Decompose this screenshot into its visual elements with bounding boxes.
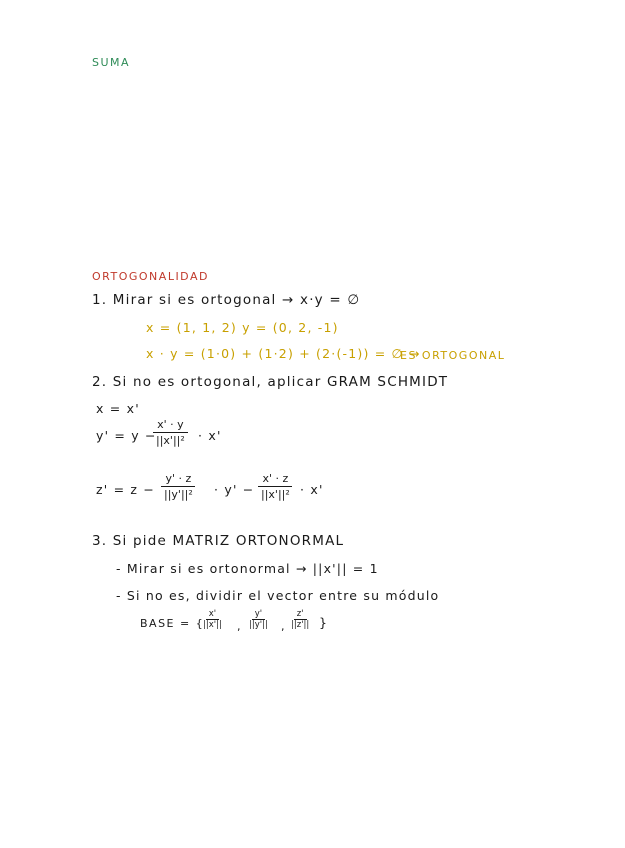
step3-bullet-2: - Si no es, dividir el vector entre su módulo [116, 588, 440, 603]
gram-y-lhs: y' = y − [96, 428, 157, 443]
gram-y-numerator: x' · y [153, 418, 188, 433]
base-fraction-1 [200, 609, 225, 630]
step3-text: 3. Si pide MATRIZ ORTONORMAL [92, 533, 345, 549]
base-close: } [319, 615, 329, 630]
base-label: BASE = { [140, 617, 205, 630]
gram-z-denominator-2: ||x'||² [261, 488, 290, 501]
gram-z-lhs: z' = z − [96, 482, 156, 497]
gram-y-fraction [152, 418, 189, 447]
ortogonalidad-heading: ORTOGONALIDAD [92, 270, 209, 283]
gram-z-tail: · x' [300, 482, 324, 497]
step1-text: 1. Mirar si es ortogonal → x·y = ∅ [92, 292, 361, 308]
base-separator-1: , [237, 620, 242, 633]
step1-example-product: x · y = (1·0) + (1·2) + (2·(-1)) = ∅ → [146, 346, 421, 361]
base-fraction-2 [246, 609, 271, 630]
gram-y-tail: · x' [198, 428, 222, 443]
gram-x-line: x = x' [96, 401, 140, 416]
gram-z-numerator-1: y' · z [161, 472, 195, 487]
gram-z-mid: · y' − [214, 482, 255, 497]
gram-z-fraction-1 [160, 472, 197, 501]
gram-y-denominator: ||x'||² [156, 434, 185, 447]
step3-bullet-1: - Mirar si es ortonormal → ||x'|| = 1 [116, 561, 379, 576]
suma-heading: SUMA [92, 56, 131, 69]
step1-example-result: ES ORTOGONAL [400, 349, 506, 362]
base-fraction-3 [288, 609, 312, 630]
gram-z-fraction-2 [257, 472, 294, 501]
base-numerator-3: z' [294, 609, 307, 620]
step2-text: 2. Si no es ortogonal, aplicar GRAM SCHMIDT [92, 374, 449, 390]
base-separator-2: , [281, 620, 286, 633]
base-numerator-1: x' [206, 609, 219, 620]
gram-z-numerator-2: x' · z [258, 472, 292, 487]
step1-example-vectors: x = (1, 1, 2) y = (0, 2, -1) [146, 320, 339, 335]
base-denominator-3: ||z'|| [291, 620, 310, 630]
base-denominator-1: ||x'|| [203, 620, 222, 630]
base-numerator-2: y' [252, 609, 265, 620]
base-denominator-2: ||y'|| [249, 620, 268, 630]
gram-z-denominator-1: ||y'||² [164, 488, 193, 501]
